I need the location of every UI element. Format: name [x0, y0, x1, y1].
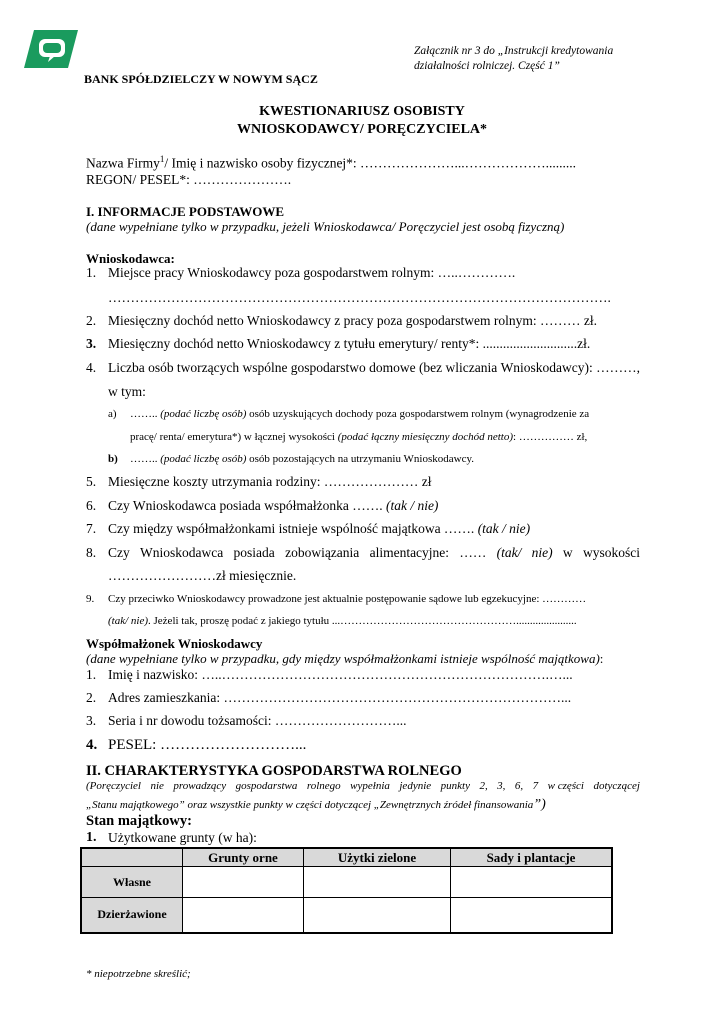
w: (bez	[418, 360, 443, 375]
item-3-pension: Miesięczny dochód netto Wnioskodawcy z tytułu emerytury/ renty*: ............................zł.	[108, 336, 591, 351]
t: ”)	[533, 797, 546, 812]
item-4a-label: a)	[108, 408, 117, 420]
w: 6,	[514, 780, 524, 792]
section-1-heading: I. INFORMACJE PODSTAWOWE	[86, 204, 285, 219]
item-9-continuation	[108, 615, 577, 627]
cell-leased-grassland[interactable]	[304, 898, 451, 933]
t: (podać liczbę osób)	[160, 453, 247, 465]
t: pracę/ renta/ emerytura*) w łącznej wysokości	[130, 431, 338, 443]
item-7-joint-property	[108, 521, 530, 537]
w: (tak/	[496, 545, 522, 560]
w: gospodarstwa	[235, 780, 298, 792]
t: . Jeżeli tak, proszę podać z jakiego tytułu ...…………………………………………......................	[148, 615, 577, 627]
regon-field: REGON/ PESEL*: ………………….	[86, 172, 292, 187]
t: (dane wypełniane tylko w przypadku, gdy między współmałżonkami istnieje wspólność majątkowa)	[86, 651, 600, 666]
row-label-owned: Własne	[81, 867, 183, 898]
spouse-address: Adres zamieszkania: …………………………………………………………………...	[108, 690, 572, 705]
firm-label: Nazwa Firmy	[86, 155, 160, 171]
spouse-item-4-number: 4.	[86, 737, 98, 753]
cell-leased-orchards[interactable]	[451, 898, 613, 933]
col-header-grassland: Użytki zielone	[304, 848, 451, 867]
annex-line-1: Załącznik nr 3 do „Instrukcji kredytowania	[414, 45, 614, 57]
bank-name: BANK SPÓŁDZIELCZY W NOWYM SĄCZ	[84, 72, 318, 86]
t: „Stanu majątkowego” oraz wszystkie punkty w części dotyczącej „Zewnętrznych źródeł finansowania	[86, 799, 534, 811]
t: : …………… zł,	[513, 431, 588, 443]
item-3-number: 3.	[86, 336, 97, 351]
t: (tak / nie)	[477, 521, 531, 536]
w: rolnego	[306, 780, 341, 792]
w: Liczba	[108, 360, 145, 375]
t: osób uzyskujących dochody poza gospodarstwem rolnym (wynagrodzenie za	[246, 408, 590, 420]
table-row	[81, 867, 612, 898]
w: w części	[547, 780, 584, 792]
title-line-1: KWESTIONARIUSZ OSOBISTY	[259, 104, 465, 119]
col-header-orchards: Sady i plantacje	[451, 848, 613, 867]
spouse-item-3-number: 3.	[86, 713, 97, 728]
w: Wnioskodawcy):	[500, 360, 593, 375]
item-4b-label: b)	[108, 453, 118, 465]
item-4-number: 4.	[86, 360, 97, 375]
firm-label-rest: / Imię i nazwisko osoby fizycznej*: …………………...……………….........	[164, 155, 577, 171]
spouse-heading: Współmałżonek Wnioskodawcy	[86, 636, 263, 651]
w: ………,	[596, 360, 640, 375]
w: 3,	[497, 780, 506, 792]
spouse-name: Imię i nazwisko: …..……………………………………………………………….…...	[108, 667, 573, 682]
t: (tak / nie)	[385, 498, 439, 513]
land-label: Użytkowane grunty (w ha):	[108, 830, 257, 845]
applicant-heading: Wnioskodawca:	[86, 251, 175, 266]
item-5-costs: Miesięczne koszty utrzymania rodziny: ………………… zł	[108, 474, 432, 489]
cell-owned-grassland[interactable]	[304, 867, 451, 898]
item-1-continuation: ………………………………………………………………………………………………….	[108, 290, 611, 305]
table-row	[81, 898, 612, 933]
item-4b-text	[130, 453, 474, 465]
w: zobowiązania	[285, 545, 360, 560]
table-header-row	[81, 848, 612, 867]
w: jedynie	[399, 780, 432, 792]
item-5-number: 5.	[86, 474, 97, 489]
land-item-number: 1.	[86, 830, 97, 845]
table-corner	[81, 848, 183, 867]
spouse-pesel: PESEL: ………………………...	[108, 737, 307, 753]
t: (tak/ nie)	[108, 615, 149, 627]
title-line-2: WNIOSKODAWCY/ PORĘCZYCIELA*	[236, 122, 488, 137]
w: domowe	[369, 360, 416, 375]
section-2-note-line-2	[86, 797, 546, 813]
item-4a-continuation	[130, 431, 587, 443]
item-6-number: 6.	[86, 498, 97, 513]
spouse-note	[86, 651, 603, 667]
w: wysokości	[582, 545, 640, 560]
w: w	[562, 545, 573, 560]
w: wypełnia	[350, 780, 390, 792]
item-1-number: 1.	[86, 265, 97, 280]
section-1-note: (dane wypełniane tylko w przypadku, jeżeli Wnioskodawca/ Poręczyciel jest osobą fizyczną)	[86, 219, 565, 234]
t: :	[599, 651, 604, 666]
w: ……	[459, 545, 487, 560]
w: punkty	[440, 780, 470, 792]
t: osób pozostających na utrzymaniu Wnioskodawcy.	[246, 453, 474, 465]
row-label-leased: Dzierżawione	[81, 898, 183, 933]
item-4-household	[108, 360, 640, 376]
w: wspólne	[242, 360, 288, 375]
t: (podać liczbę osób)	[160, 408, 247, 420]
cell-owned-orchards[interactable]	[451, 867, 613, 898]
spouse-item-2-number: 2.	[86, 690, 97, 705]
w: (Poręczyciel	[86, 780, 141, 792]
cell-leased-arable[interactable]	[183, 898, 304, 933]
section-2-note	[86, 780, 640, 792]
item-9-legal: Czy przeciwko Wnioskodawcy prowadzone jest aktualnie postępowanie sądowe lub egzekucyjne: …………	[108, 593, 587, 605]
w: posiada	[233, 545, 275, 560]
w: Czy	[108, 545, 130, 560]
t: Czy Wnioskodawca posiada współmałżonka …….	[108, 498, 386, 513]
w: Wnioskodawca	[140, 545, 224, 560]
item-8-alimony	[108, 545, 640, 561]
item-1-workplace: Miejsce pracy Wnioskodawcy poza gospodarstwem rolnym: …..………….	[108, 265, 516, 280]
item-7-number: 7.	[86, 521, 97, 536]
item-4-continuation: w tym:	[108, 384, 146, 399]
item-8-number: 8.	[86, 545, 97, 560]
w: osób	[148, 360, 174, 375]
w: 7	[532, 780, 539, 792]
w: nie	[150, 780, 164, 792]
t: ……..	[130, 453, 161, 465]
w: wliczania	[445, 360, 498, 375]
cell-owned-arable[interactable]	[183, 867, 304, 898]
w: prowadzący	[173, 780, 227, 792]
item-4a-text	[130, 408, 589, 420]
spouse-id: Seria i nr dowodu tożsamości: ………………………...	[108, 713, 407, 728]
w: nie)	[531, 545, 553, 560]
footnote: * niepotrzebne skreślić;	[86, 968, 191, 980]
firm-name-field	[86, 154, 576, 172]
t: Czy między współmałżonkami istnieje wspólność majątkowa …….	[108, 521, 478, 536]
item-2-income: Miesięczny dochód netto Wnioskodawcy z pracy poza gospodarstwem rolnym: ……… zł.	[108, 313, 598, 328]
bank-logo	[24, 30, 78, 68]
t: ……..	[130, 408, 161, 420]
annex-line-2: działalności rolniczej. Część 1”	[414, 60, 560, 72]
assets-heading: Stan majątkowy:	[86, 813, 192, 829]
item-6-spouse	[108, 498, 438, 514]
w: alimentacyjne:	[369, 545, 450, 560]
w: tworzących	[176, 360, 240, 375]
annex-note	[414, 44, 613, 74]
item-2-number: 2.	[86, 313, 97, 328]
footnote-ref: 1	[159, 154, 165, 164]
w: dotyczącej	[593, 780, 640, 792]
w: gospodarstwo	[290, 360, 366, 375]
spouse-item-1-number: 1.	[86, 667, 97, 682]
col-header-arable: Grunty orne	[183, 848, 304, 867]
item-8-continuation: ……………………zł miesięcznie.	[108, 568, 297, 583]
land-table	[80, 847, 613, 934]
t: (podać łączny miesięczny dochód netto)	[337, 431, 514, 443]
section-2-heading: II. CHARAKTERYSTYKA GOSPODARSTWA ROLNEGO	[86, 763, 462, 779]
item-9-number: 9.	[86, 593, 95, 605]
w: 2,	[479, 780, 488, 792]
